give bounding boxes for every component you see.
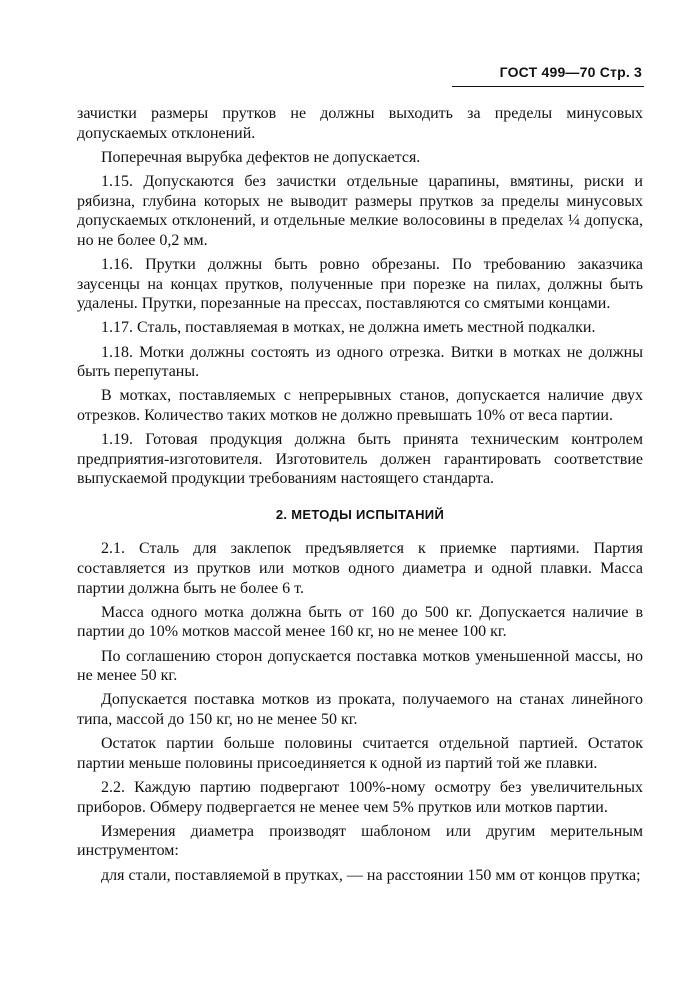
paragraph: Измерения диаметра производят шаблоном или другим мерительным инструментом: (77, 822, 643, 860)
paragraph: В мотках, поставляемых с непрерывных станов, допускается наличие двух отрезков. Количество таких мотков не должно превышать 10% от веса партии. (77, 387, 643, 424)
paragraph: Масса одного мотка должна быть от 160 до 500 кг. Допускается наличие в партии до 10% мотков массой менее 160 кг, но не менее 100 кг. (77, 603, 643, 641)
clause-2-1: 2.1. Сталь для заклепок предъявляется к приемке партиями. Партия составляется из прутков или мотков одного диаметра и одной плавки. Масса партии должна быть не более 6 т. (77, 540, 643, 597)
paragraph: По соглашению сторон допускается поставка мотков уменьшенной массы, но не менее 50 кг. (77, 647, 643, 685)
paragraph: зачистки размеры прутков не должны выходить за пределы минусовых допускаемых отклонений. (77, 105, 643, 142)
section-title: 2. МЕТОДЫ ИСПЫТАНИЙ (275, 506, 445, 522)
clause-1-15: 1.15. Допускаются без зачистки отдельные царапины, вмятины, риски и рябизна, глубина которых не выводит размеры прутков за пределы минусовых допускаемых отклонений, и отдельные мелкие волосовины в пределах ¼ допуска, но не более 0,2 мм. (77, 172, 643, 249)
page-number: Стр. 3 (599, 64, 642, 80)
header-rule (452, 86, 644, 87)
standard-number: ГОСТ 499—70 (499, 64, 596, 80)
page-header (500, 64, 642, 80)
clause-1-17: 1.17. Сталь, поставляемая в мотках, не должна иметь местной подкалки. (101, 319, 596, 337)
paragraph: Остаток партии больше половины считается отдельной партией. Остаток партии меньше половины присоединяется к одной из партий той же плавки. (77, 735, 643, 772)
paragraph: Поперечная вырубка дефектов не допускается. (101, 148, 421, 166)
paragraph: Допускается поставка мотков из проката, получаемого на станах линейного типа, массой до 150 кг, но не менее 50 кг. (77, 691, 643, 728)
paragraph: для стали, поставляемой в прутках, — на расстоянии 150 мм от концов прутка; (101, 866, 641, 884)
clause-1-19: 1.19. Готовая продукция должна быть принята техническим контролем предприятия-изготовителя. Изготовитель должен гарантировать соответствие выпускаемой продукции требованиям настоящего стандарта. (77, 431, 643, 488)
clause-2-2: 2.2. Каждую партию подвергают 100%-ному осмотру без увеличительных приборов. Обмеру подвергается не менее чем 5% прутков или мотков партии. (77, 778, 643, 816)
clause-1-18: 1.18. Мотки должны состоять из одного отрезка. Витки в мотках не должны быть перепутаны. (77, 343, 643, 381)
document-body (77, 104, 643, 890)
clause-1-16: 1.16. Прутки должны быть ровно обрезаны. По требованию заказчика заусенцы на концах прутков, полученные при порезке на пилах, должны быть удалены. Прутки, порезанные на прессах, поставляются со смятыми концами. (77, 255, 643, 313)
